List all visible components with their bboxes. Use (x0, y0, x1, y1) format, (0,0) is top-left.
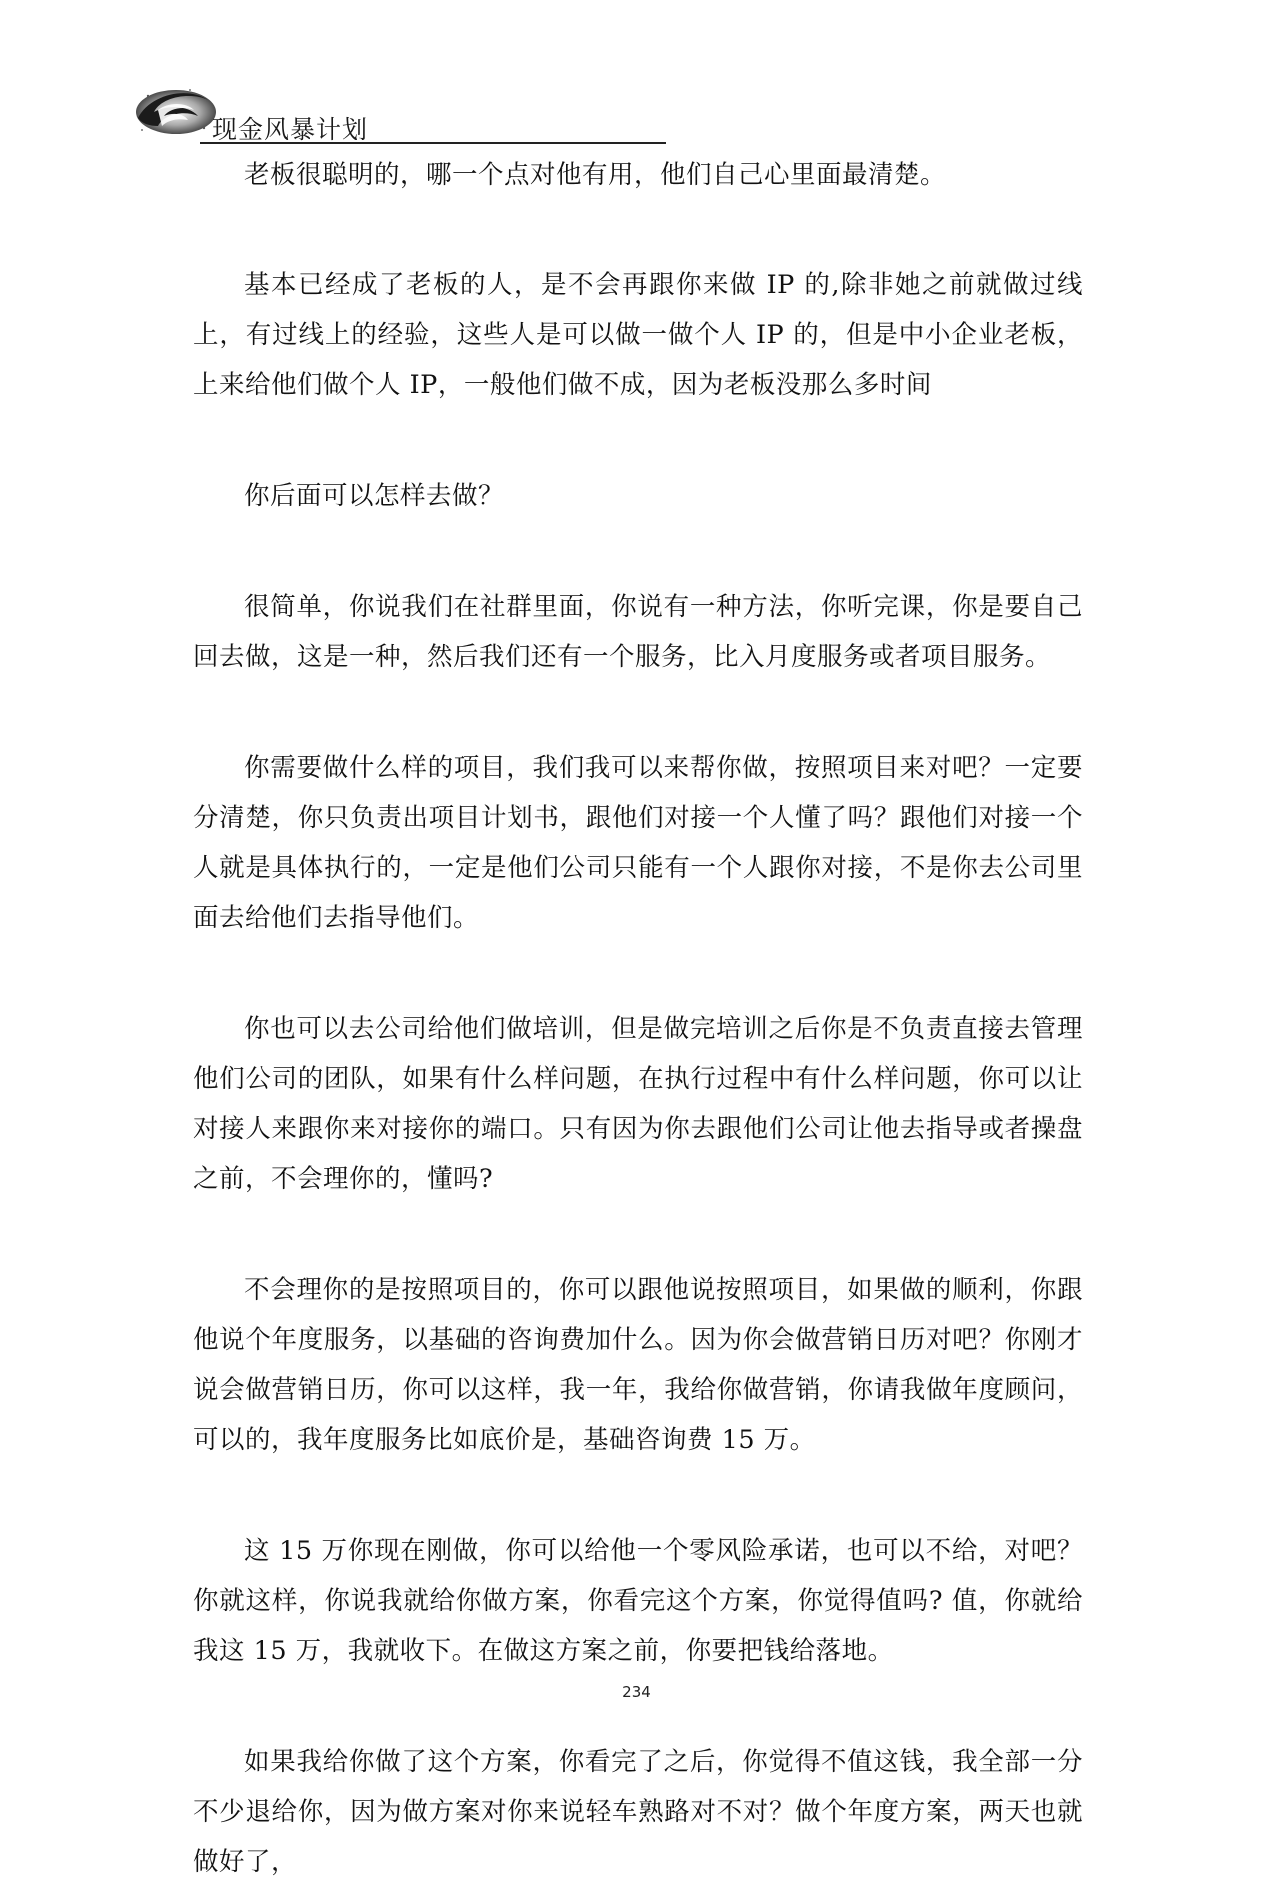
page-header (128, 82, 668, 152)
header-title: 现金风暴计划 (212, 115, 369, 144)
paragraph: 你需要做什么样的项目，我们我可以来帮你做，按照项目来对吧？一定要分清楚，你只负责出项目计划书，跟他们对接一个人懂了吗？跟他们对接一个人就是具体执行的，一定是他们公司只能有一个人跟你对接，不是你去公司里面去给他们去指导他们。 (193, 753, 1083, 933)
paragraph: 不会理你的是按照项目的，你可以跟他说按照项目，如果做的顺利，你跟他说个年度服务，以基础的咨询费加什么。因为你会做营销日历对吧？你刚才说会做营销日历，你可以这样，我一年，我给你做营销，你请我做年度顾问，可以的，我年度服务比如底价是，基础咨询费 15 万。 (193, 1275, 1083, 1455)
page-number: 234 (622, 1683, 651, 1701)
page-body (193, 150, 1083, 1887)
paragraph: 你后面可以怎样去做？ (244, 481, 505, 511)
paragraph: 老板很聪明的，哪一个点对他有用，他们自己心里面最清楚。 (244, 160, 947, 190)
paragraph: 基本已经成了老板的人，是不会再跟你来做 IP 的,除非她之前就做过线上，有过线上的经验，这些人是可以做一做个人 IP 的，但是中小企业老板，上来给他们做个人 IP，一般他们做不成，因为老板没那么多时间 (193, 270, 1083, 400)
paragraph: 你也可以去公司给他们做培训，但是做完培训之后你是不负责直接去管理他们公司的团队，如果有什么样问题，在执行过程中有什么样问题，你可以让对接人来跟你来对接你的端口。只有因为你去跟他们公司让他去指导或者操盘之前，不会理你的，懂吗? (193, 1014, 1083, 1194)
paragraph: 如果我给你做了这个方案，你看完了之后，你觉得不值这钱，我全部一分不少退给你，因为做方案对你来说轻车熟路对不对？做个年度方案，两天也就做好了， (193, 1747, 1083, 1877)
paragraph: 这 15 万你现在刚做，你可以给他一个零风险承诺，也可以不给，对吧？你就这样，你说我就给你做方案，你看完这个方案，你觉得值吗? 值，你就给我这 15 万，我就收下。在做这方案之前，你要把钱给落地。 (193, 1536, 1083, 1666)
header-divider (200, 142, 666, 144)
swirl-logo-icon (128, 82, 220, 144)
paragraph: 很简单，你说我们在社群里面，你说有一种方法，你听完课，你是要自己回去做，这是一种，然后我们还有一个服务，比入月度服务或者项目服务。 (193, 592, 1083, 672)
